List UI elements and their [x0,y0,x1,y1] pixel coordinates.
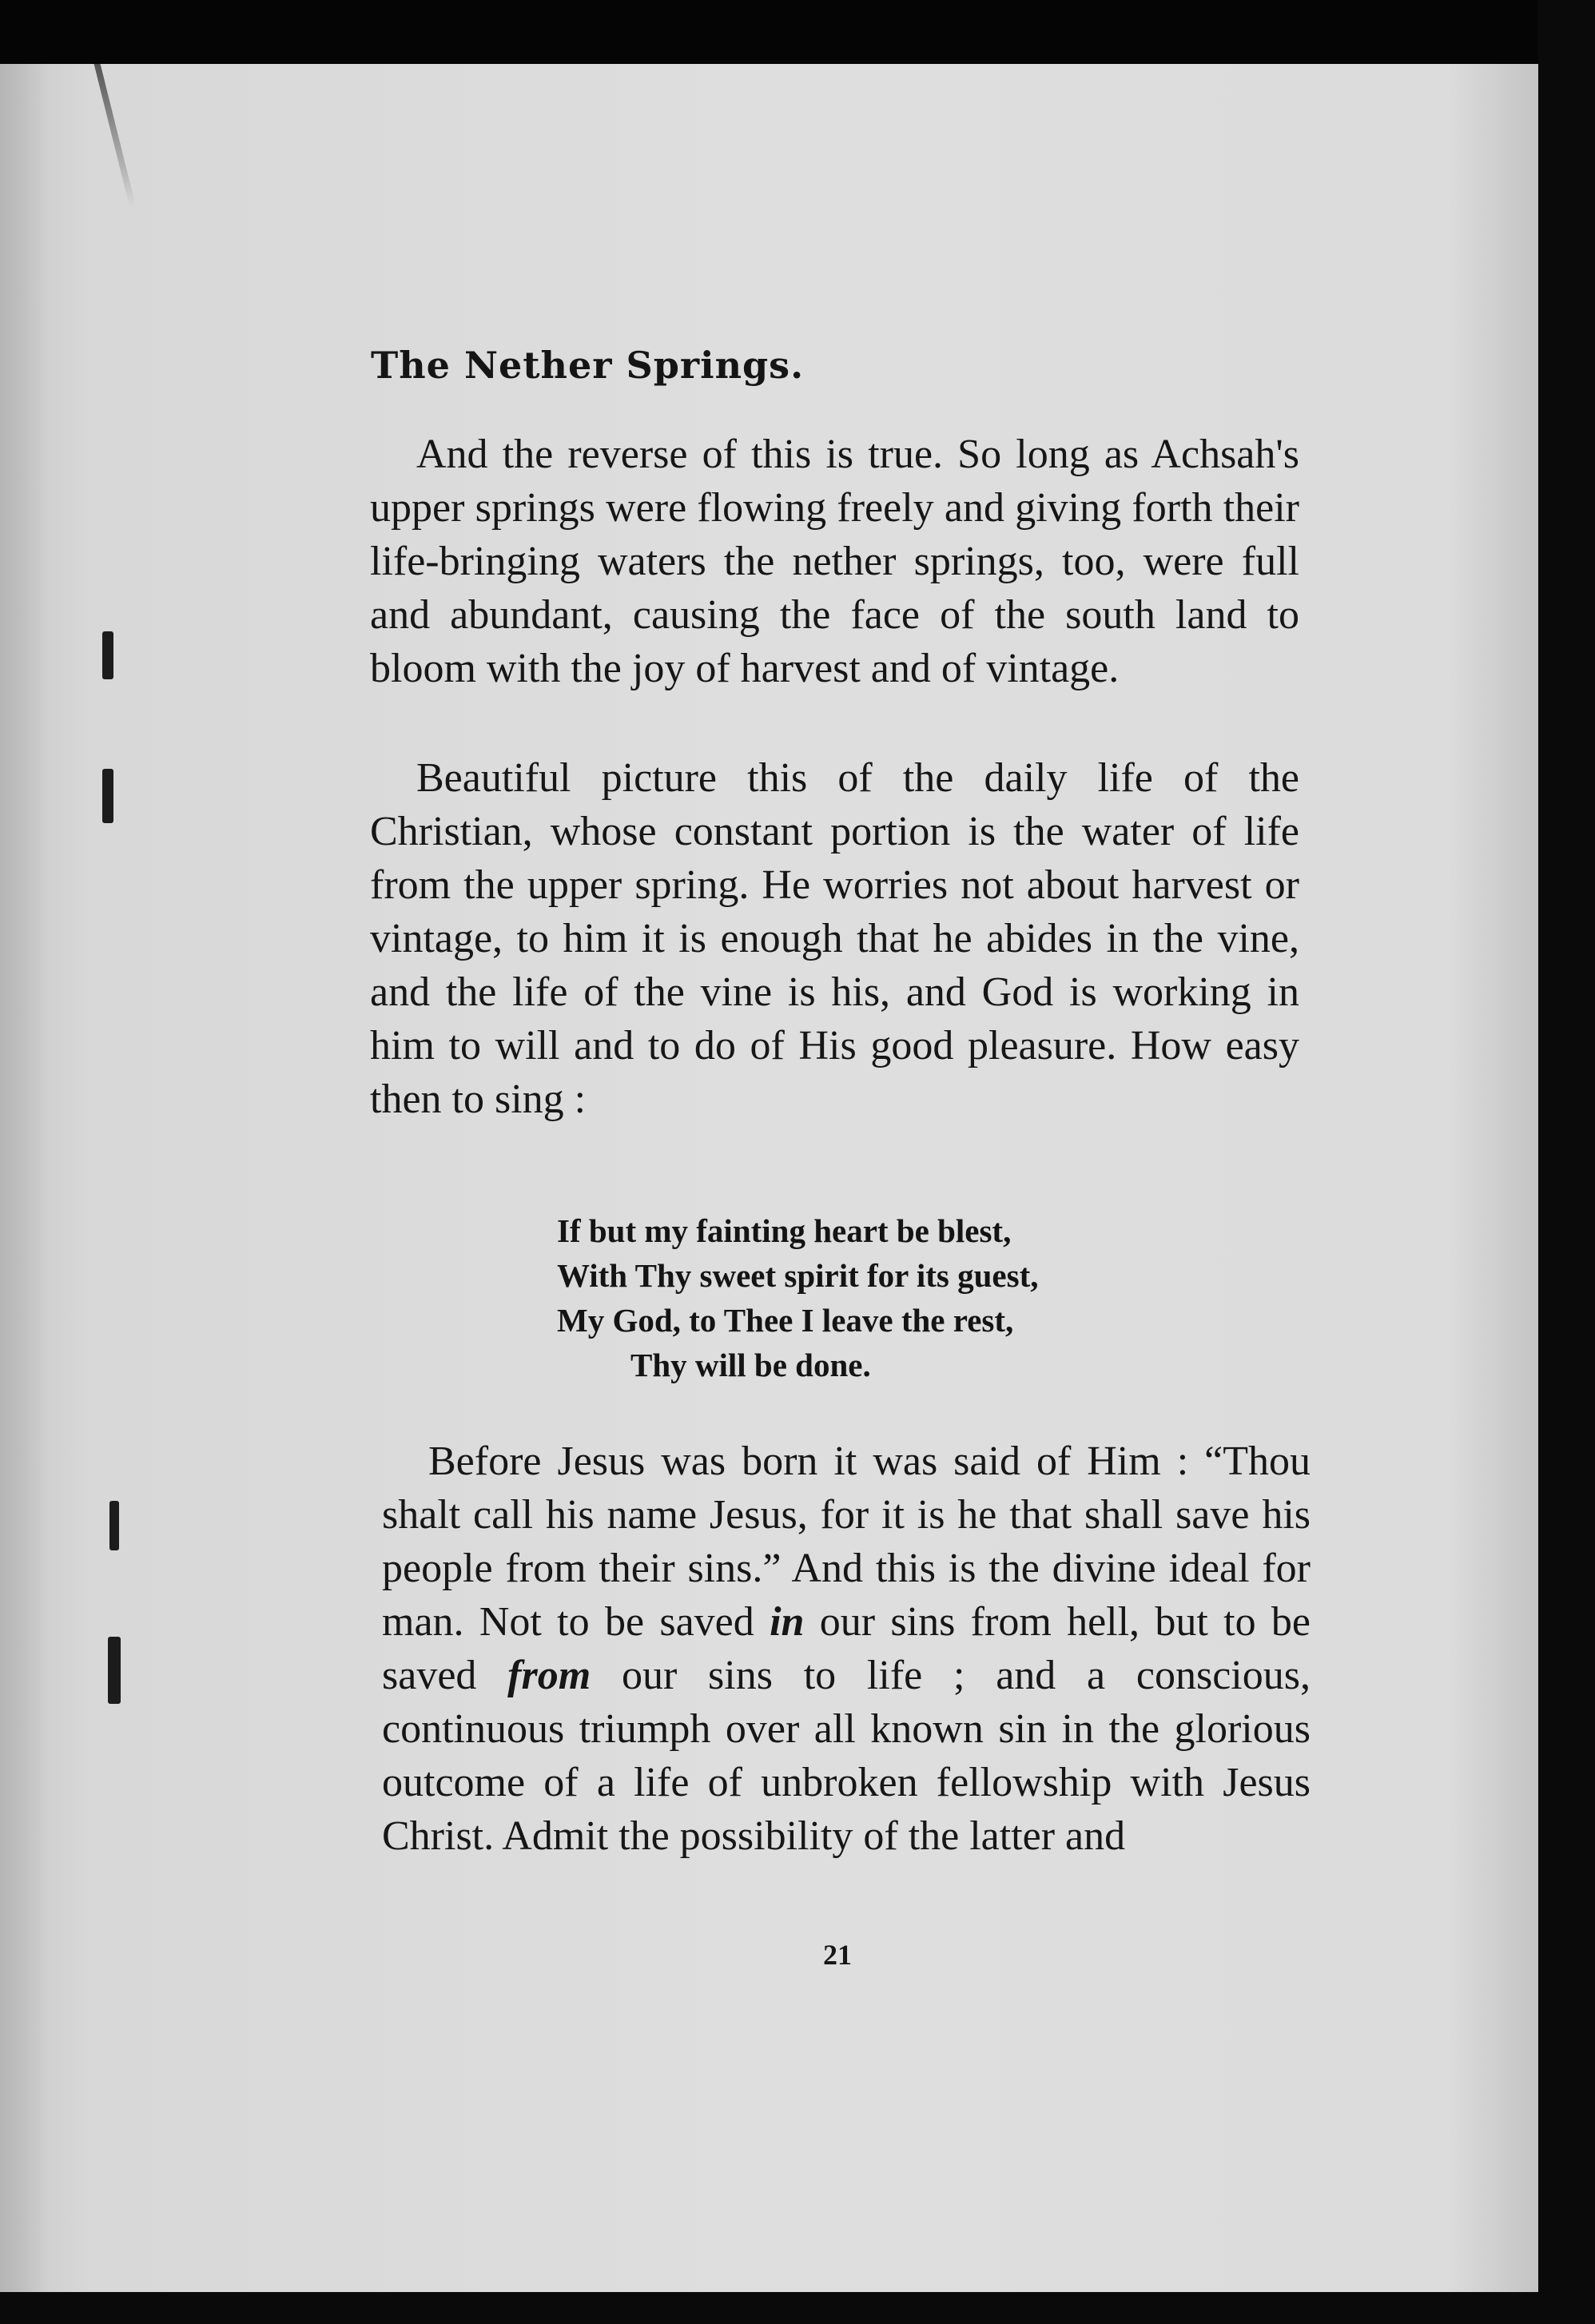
verse-line-2: With Thy sweet spirit for its guest, [557,1257,1039,1294]
scan-top-border [0,0,1595,70]
verse-line-1: If but my fainting heart be blest, [557,1212,1012,1249]
book-page [0,64,1538,2294]
margin-mark [102,631,113,679]
paragraph-3-part-2: our sins from hell, but to be saved [382,1599,1311,1698]
hymn-verse [557,1208,1039,1387]
verse-line-3: My God, to Thee I leave the rest, [557,1302,1014,1339]
scan-bottom-border [0,2292,1595,2324]
running-head: The Nether Springs. [371,344,805,387]
emphasis-in: in [770,1599,805,1645]
scan-right-border [1538,0,1595,2324]
verse-line-4: Thy will be done. [630,1347,871,1383]
page-left-shadow [0,64,48,2294]
page-number: 21 [823,1939,852,1971]
margin-mark [109,1501,119,1550]
paragraph-1: And the reverse of this is true. So long as Achsah's upper springs were flowing freely and giving forth their life-bringing waters the nether springs, too, were full and abundant, causing the face of the south land to bloom with the joy of harvest and of vintage. [370,432,1299,691]
paragraph-3-part-1: Before Jesus was born it was said of Him : “Thou shalt call his name Jesus, for it is he that shall save his people from their sins.” And this is the divine ideal for man. Not to be saved [382,1439,1311,1645]
paragraph-3-part-3: our sins to life ; and a conscious, continuous triumph over all known sin in the glorious outcome of a life of unbroken fellowship with Jesus Christ. Admit the possibility of the latter and [382,1653,1311,1859]
paragraph-3 [382,1435,1311,1863]
emphasis-from: from [507,1653,591,1698]
paragraph-2: Beautiful picture this of the daily life of the Christian, whose constant portion is the water of life from the upper spring. He worries not about harvest or vintage, to him it is enough that he abides in the vine, and the life of the vine is his, and God is working in him to will and to do of His good pleasure. How easy then to sing : [370,755,1299,1122]
margin-mark [108,1637,121,1704]
margin-mark [102,769,113,823]
